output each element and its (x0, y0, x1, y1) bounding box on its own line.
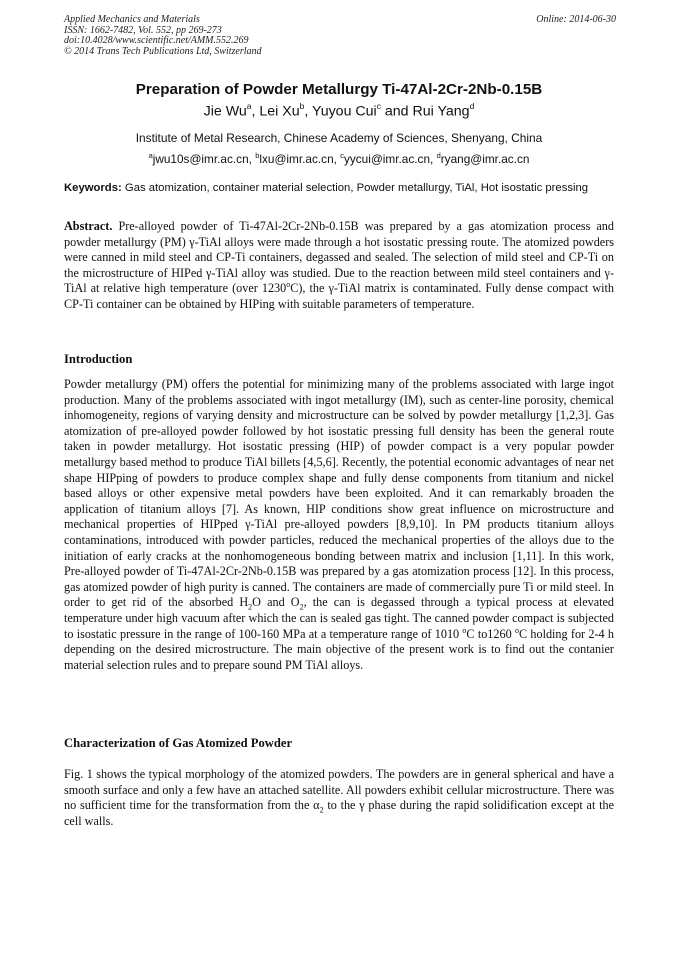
abstract-text: Pre-alloyed powder of Ti-47Al-2Cr-2Nb-0.15B was prepared by a gas atomization process and powder metallurgy (PM) γ-TiAl alloys were made through a hot isostatic pressing route. The atomized powders were canned in mild steel and CP-Ti containers, degassed and sealed. The selection of mild steel and CP-Ti on the microstructure of HIPed γ-TiAl alloy was studied. Due to the reaction between mild steel containers and γ-TiAl at relative high temperature (over 1230 (64, 219, 614, 296)
subscript: 2 (299, 602, 304, 612)
online-date: Online: 2014-06-30 (536, 14, 616, 25)
email-link[interactable]: jwu10s@imr.ac.cn (152, 151, 249, 166)
characterization-heading: Characterization of Gas Atomized Powder (64, 736, 293, 750)
email-mark: a (148, 151, 153, 160)
author-name: Jie Wu (203, 103, 247, 120)
email-mark: d (436, 151, 441, 160)
affiliation: Institute of Metal Research, Chinese Academy of Sciences, Shenyang, China (135, 131, 543, 145)
abstract (64, 219, 614, 313)
introduction-heading: Introduction (64, 352, 133, 366)
author-mark: a (246, 101, 252, 111)
email-separator: , (430, 151, 437, 166)
author-separator: and (380, 103, 413, 120)
abstract-label: Abstract. (64, 219, 113, 233)
introduction-paragraph (64, 377, 614, 673)
journal-header (64, 15, 616, 57)
keywords (64, 181, 614, 197)
intro-text: , the can is degassed through a typical process at elevated temperature under high vacuum after which the can is sealed gas tight. The canned powder compact is subjected to isostatic pressure in the range of 100-160 MPa at a temperature range of 1010 (64, 595, 614, 641)
author-list (64, 102, 614, 120)
author-separator: , (251, 103, 260, 120)
characterization-paragraph (64, 767, 614, 829)
journal-name: Applied Mechanics and Materials (64, 14, 200, 25)
email-list (64, 151, 614, 166)
degree-sup: o (286, 280, 291, 290)
email-mark: c (340, 151, 344, 160)
intro-text: C to1260 (466, 626, 515, 641)
keywords-text: Gas atomization, container material selection, Powder metallurgy, TiAl, Hot isostatic pressing (124, 182, 589, 194)
subscript: 2 (319, 805, 324, 815)
email-link[interactable]: ryang@imr.ac.cn (440, 151, 530, 166)
author-mark: c (376, 101, 381, 111)
author-name: Rui Yang (412, 103, 470, 120)
doi-line[interactable]: doi:10.4028/www.scientific.net/AMM.552.269 (64, 35, 249, 47)
issn-line: ISSN: 1662-7482, Vol. 552, pp 269-273 (64, 24, 222, 36)
subscript: 2 (248, 602, 253, 612)
char-text: to the γ phase during the rapid solidification except at the cell walls. (64, 798, 614, 828)
email-separator: , (333, 151, 341, 166)
email-link[interactable]: lxu@imr.ac.cn (259, 151, 334, 166)
intro-text: C holding for 2-4 h depending on the desired microstructure. The main objective of the present work is to find out the contanier material selection rules and to prepare sound PM TiAl alloys. (64, 626, 614, 672)
degree-sup: o (462, 625, 467, 635)
author-name: Lei Xu (259, 103, 300, 120)
email-separator: , (248, 151, 256, 166)
copyright-line: © 2014 Trans Tech Publications Ltd, Switzerland (64, 45, 262, 57)
author-mark: b (299, 101, 305, 111)
keywords-label: Keywords: (64, 182, 122, 194)
email-link[interactable]: yycui@imr.ac.cn (343, 151, 431, 166)
author-name: Yuyou Cui (312, 103, 377, 120)
abstract-text: C), the γ-TiAl matrix is contaminated. Fully dense compact with CP-Ti container can be obtained by HIPing with suitable parameters of temperature. (64, 281, 615, 311)
author-separator: , (304, 103, 313, 120)
paper-title: Preparation of Powder Metallurgy Ti-47Al-2Cr-2Nb-0.15B (135, 81, 543, 98)
author-mark: d (469, 101, 475, 111)
intro-text: O and O (252, 595, 300, 610)
degree-sup: o (514, 625, 519, 635)
intro-text: Powder metallurgy (PM) offers the potential for minimizing many of the problems associated with large ingot production. Many of the problems associated with ingot metallurgy (IM), such as center-line porosity, chemical inhomogeneity, regions of varying density and microstructure can be solved by powder metallurgy [1,2,3]. Gas atomization of pre-alloyed powder followed by hot isostatic pressing full density has been the general route taken in powder metallurgy. Hot isostatic pressing (HIP) of powder compact is a very popular powder metallurgy based method to produce TiAl billets [4,5,6]. Recently, the potential economic advantages of near net shape HIPping of powders to produce complex shape and fully dense components from titanium and nickel based alloys or other expensive metal powders have been exploited. And it can remarkably broaden the application of titanium alloys [7]. As known, HIP conditions show great influence on microstructure and mechanical properties of HIPped γ-TiAl pre-alloyed powders [8,9,10]. In PM products titanium alloys contaminations, introduced with powder particles, reduced the mechanical properties of the alloys due to the initiation of early cracks at the nonhomogeneous bonding between matrix and inclusion [1,11]. In this work, Pre-alloyed powder of Ti-47Al-2Cr-2Nb-0.15B was prepared by a gas atomization process [12]. In this process, gas atomized powder of high purity is canned. The containers are made of commercially pure Ti or mild steel. In order to get rid of the absorbed H (64, 377, 614, 610)
email-mark: b (255, 151, 260, 160)
char-text: Fig. 1 shows the typical morphology of the atomized powders. The powders are in general spherical and have a smooth surface and only a few have an attached satellite. All powders exhibit cellular microstructure. There was no sufficient time for the transformation from the α (64, 767, 614, 813)
